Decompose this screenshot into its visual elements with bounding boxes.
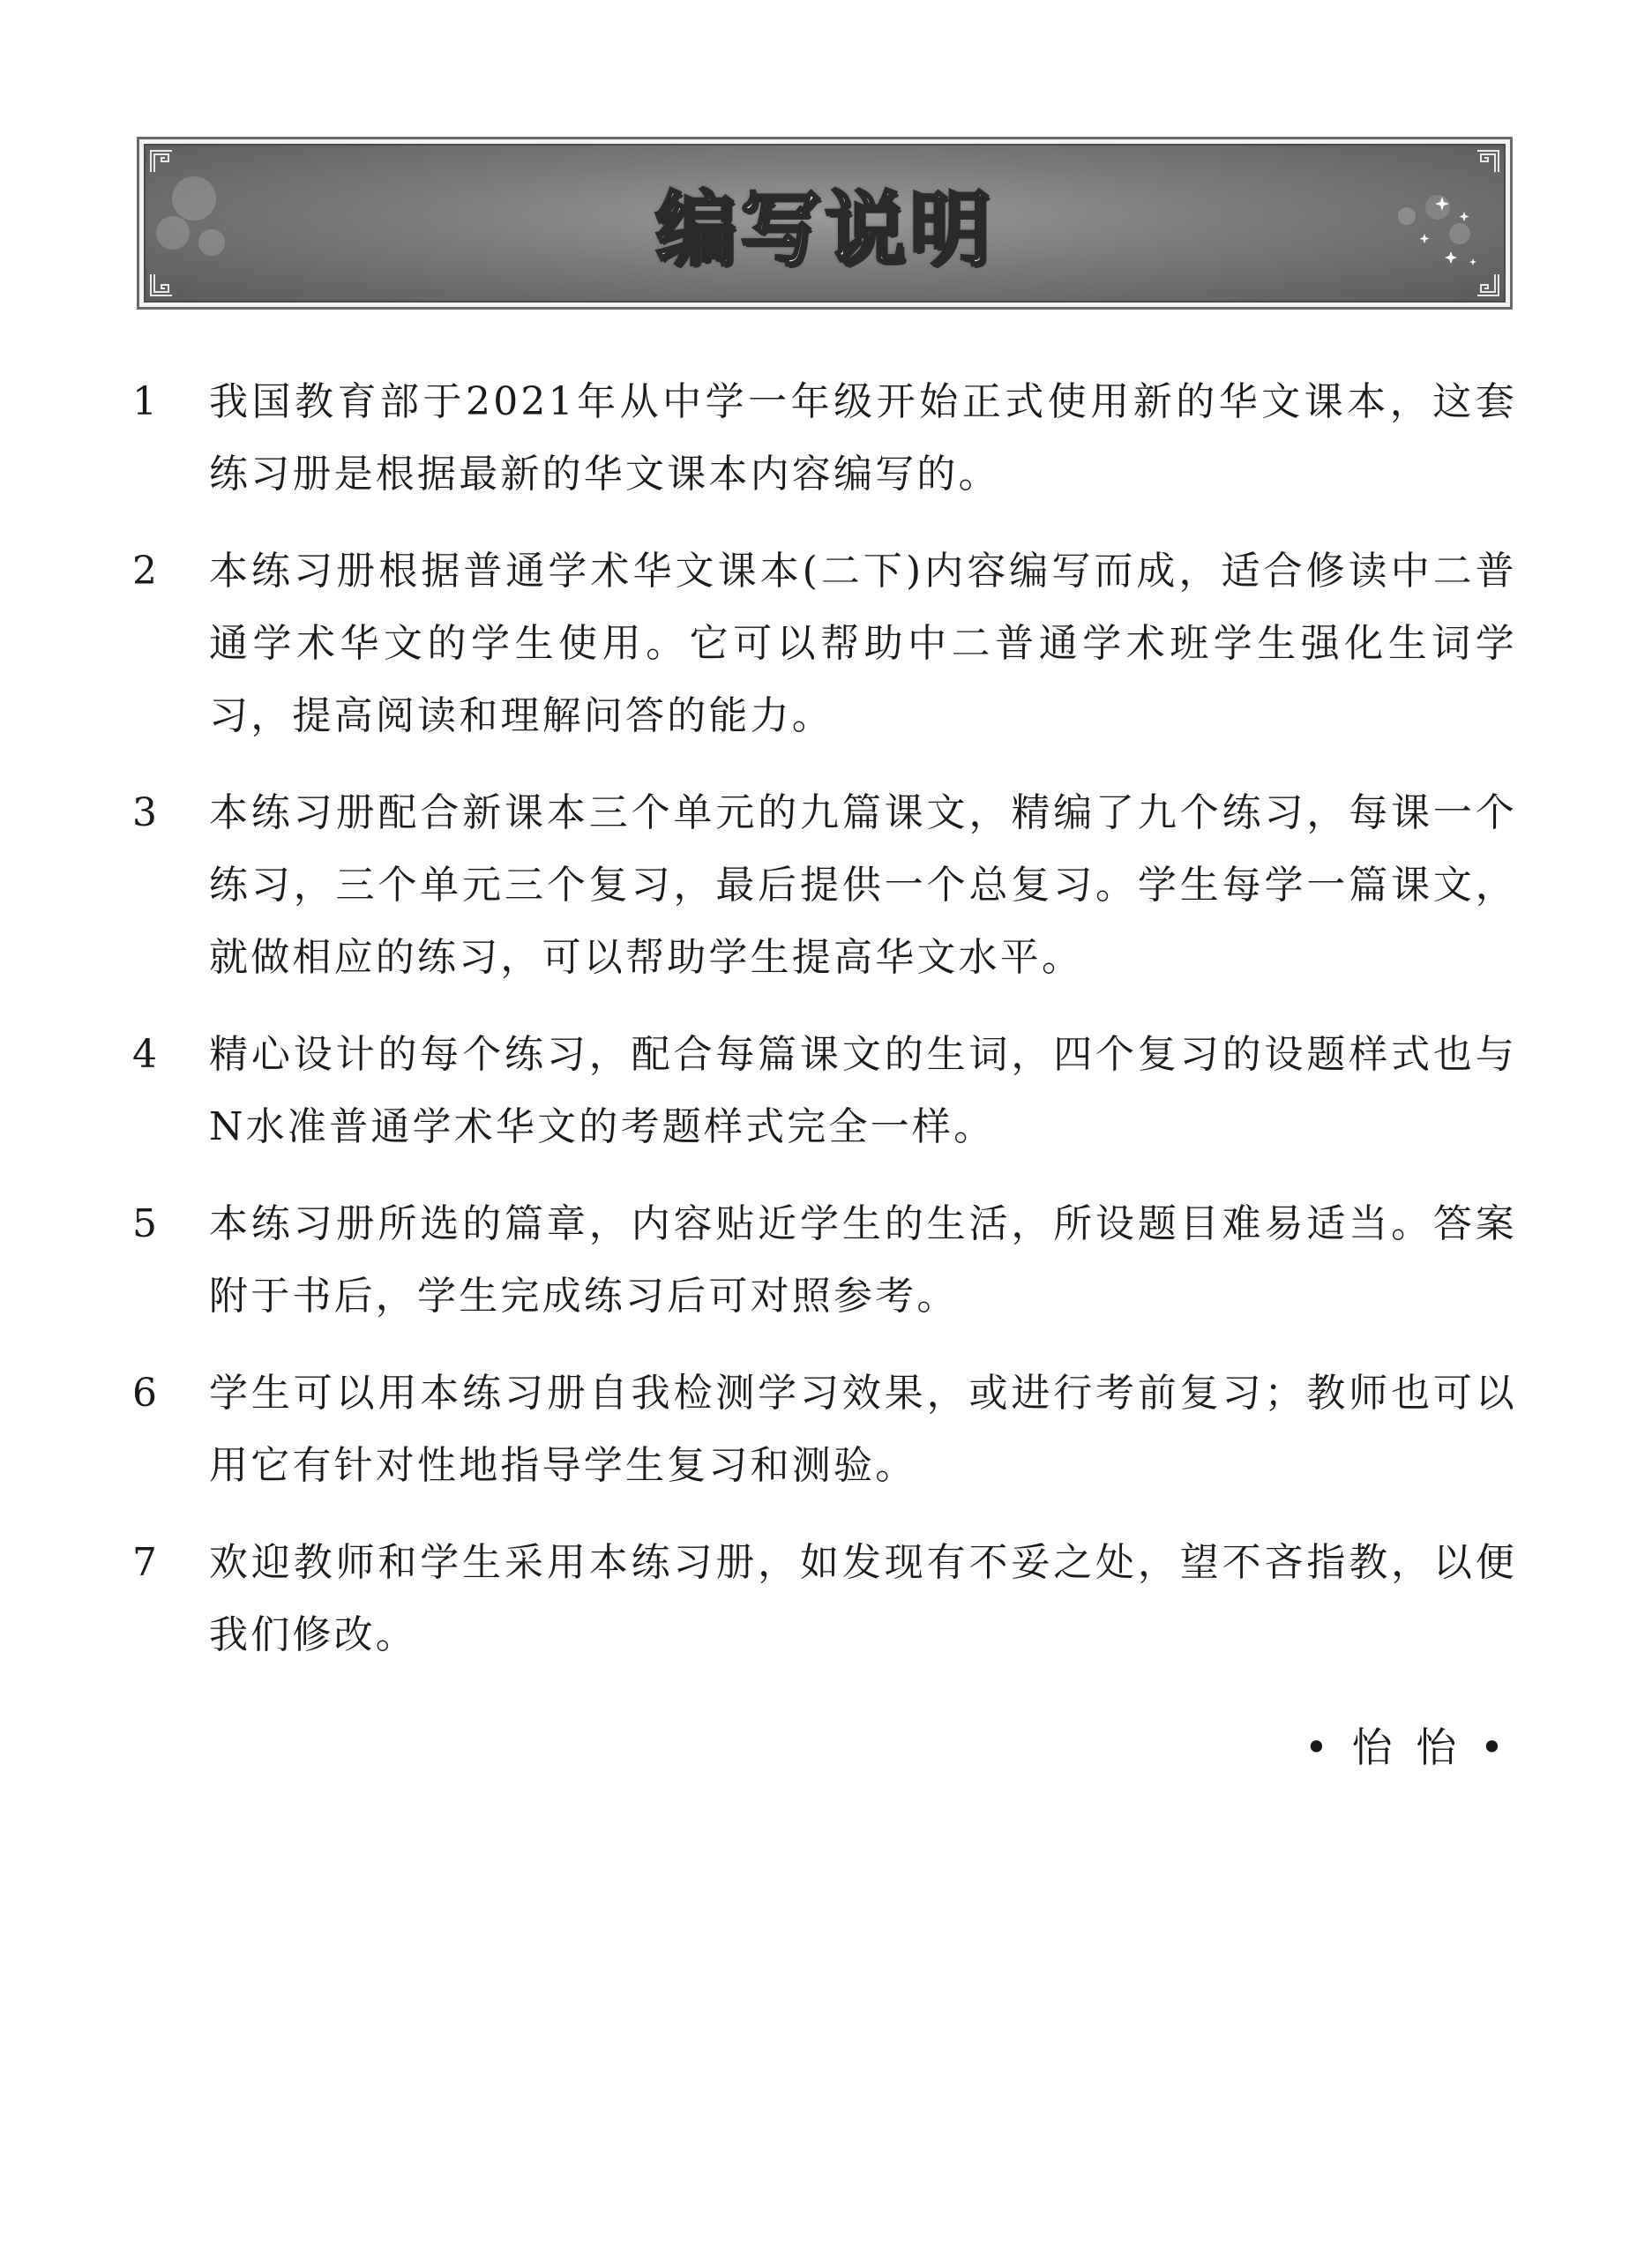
item-number: 5 — [132, 1201, 157, 1246]
list-item — [132, 1527, 1517, 1671]
list-item — [132, 366, 1517, 511]
item-text: 本练习册根据普通学术华文课本(二下)内容编写而成，适合修读中二普通学术华文的学生使用。它可以帮助中二普通学术班学生强化生词学习，提高阅读和理解问答的能力。 — [209, 549, 1517, 738]
item-number: 6 — [132, 1371, 157, 1416]
page-title: 编写说明 — [654, 183, 994, 277]
item-text: 学生可以用本练习册自我检测学习效果，或进行考前复习；教师也可以用它有针对性地指导学生复习和测验。 — [209, 1371, 1517, 1488]
item-number: 2 — [132, 549, 157, 594]
list-item — [132, 535, 1517, 752]
list-item — [132, 1019, 1517, 1163]
item-number: 4 — [132, 1032, 157, 1077]
item-number: 1 — [132, 379, 157, 424]
list-item — [132, 1188, 1517, 1333]
item-text: 我国教育部于2021年从中学一年级开始正式使用新的华文课本，这套练习册是根据最新的华文课本内容编写的。 — [209, 379, 1517, 497]
item-text: 欢迎教师和学生采用本练习册，如发现有不妥之处，望不吝指教，以便我们修改。 — [209, 1540, 1517, 1657]
title-banner — [137, 137, 1513, 310]
item-number: 3 — [132, 790, 157, 835]
author-signature: • 怡 怡 • — [1304, 1723, 1509, 1771]
title-banner-inner — [144, 144, 1506, 303]
list-item — [132, 777, 1517, 994]
list-item — [132, 1357, 1517, 1502]
instructions-list — [132, 366, 1517, 1696]
item-number: 7 — [132, 1540, 157, 1585]
item-text: 本练习册配合新课本三个单元的九篇课文，精编了九个练习，每课一个练习，三个单元三个复习，最后提供一个总复习。学生每学一篇课文，就做相应的练习，可以帮助学生提高华文水平。 — [209, 790, 1517, 980]
item-text: 精心设计的每个练习，配合每篇课文的生词，四个复习的设题样式也与N水准普通学术华文的考题样式完全一样。 — [209, 1032, 1517, 1149]
item-text: 本练习册所选的篇章，内容贴近学生的生活，所设题目难易适当。答案附于书后，学生完成练习后可对照参考。 — [209, 1201, 1517, 1319]
